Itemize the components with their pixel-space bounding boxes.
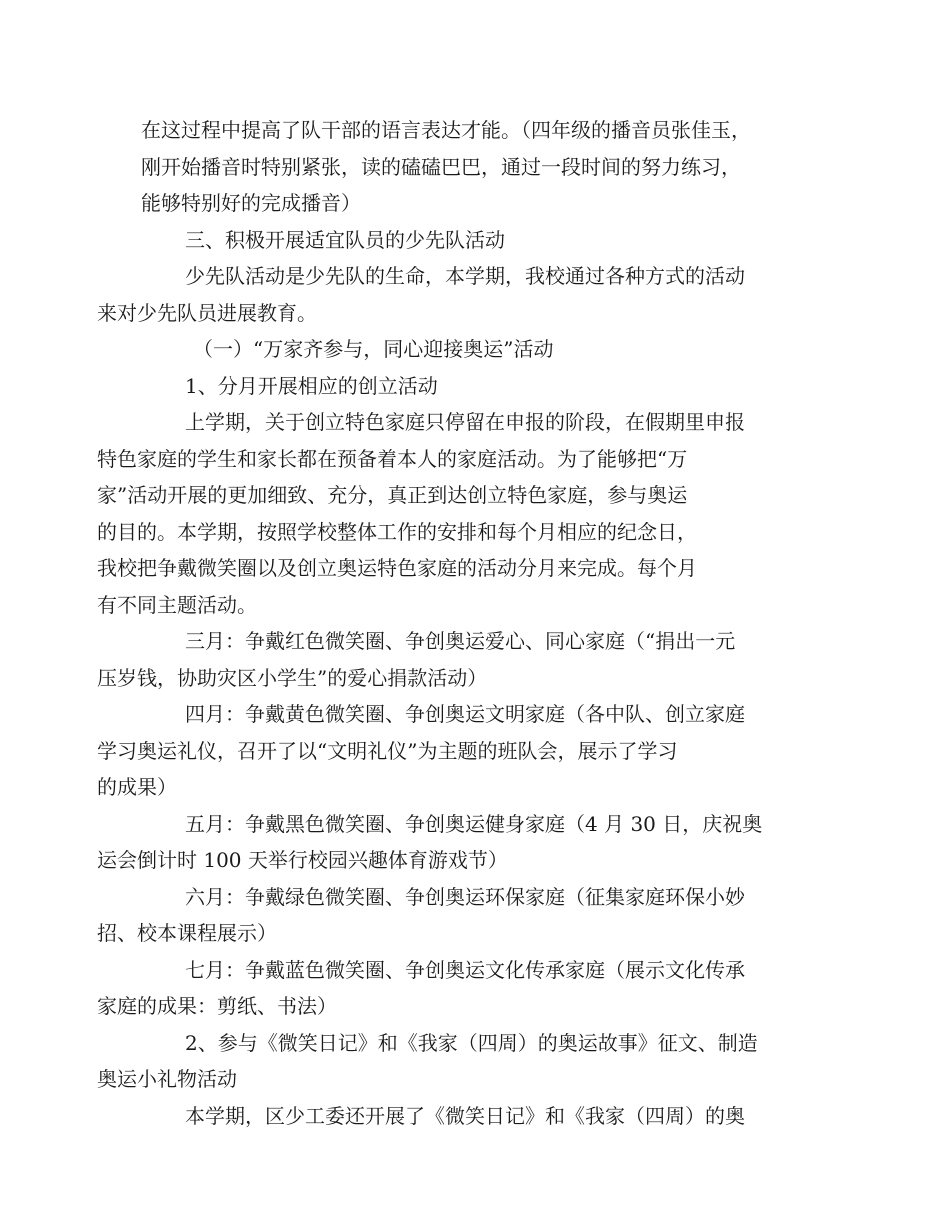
text-line: 上学期，关于创立特色家庭只停留在申报的阶段，在假期里申报 (185, 410, 745, 434)
paragraph-4 (141, 1098, 813, 1135)
text-line: 来对少先队员进展教育。 (97, 300, 317, 325)
text-line: 四月：争戴黄色微笑圈、争创奥运文明家庭（各中队、创立家庭 (185, 702, 745, 726)
subsection-heading-1 (141, 331, 813, 368)
text-line: 七月：争戴蓝色微笑圈、争创奥运文化传承家庭（展示文化传承 (185, 957, 745, 982)
text-line: 特色家庭的学生和家长都在预备着本人的家庭活动。为了能够把“万 (97, 446, 688, 471)
item-heading-1 (141, 368, 813, 405)
text-line: 的目的。本学期，按照学校整体工作的安排和每个月相应的纪念日， (97, 519, 697, 544)
text-line: 三月：争戴红色微笑圈、争创奥运爱心、同心家庭（“捐出一元 (185, 629, 736, 653)
paragraph-2 (97, 258, 813, 331)
text-line: （一）“万家齐参与，同心迎接奥运”活动 (193, 337, 554, 361)
text-line: 刚开始播音时特别紧张，读的磕磕巴巴，通过一段时间的努力练习， (141, 154, 741, 179)
text-line: 在这过程中提高了队干部的语言表达才能。（四年级的播音员张佳玉， (141, 118, 751, 142)
text-line: 的成果） (97, 775, 177, 799)
text-line: 1、分月开展相应的创立活动 (185, 373, 438, 398)
text-line: 家”活动开展的更加细致、充分，真正到达创立特色家庭，参与奥运 (97, 483, 688, 507)
text-line: 招、校本课程展示） (97, 921, 277, 945)
month-item-june (97, 879, 813, 952)
text-line: 少先队活动是少先队的生命，本学期，我校通过各种方式的活动 (185, 264, 745, 288)
text-line: 2、参与《微笑日记》和《我家（四周）的奥运故事》征文、制造 (185, 1030, 758, 1055)
month-item-may (97, 806, 813, 879)
paragraph-1 (141, 112, 813, 222)
text-line: 五月：争戴黑色微笑圈、争创奥运健身家庭（4 月 30 日，庆祝奥 (185, 811, 763, 836)
text-line: 压岁钱，协助灾区小学生”的爱心捐款活动） (97, 665, 488, 690)
paragraph-3 (97, 404, 813, 623)
document-body (97, 112, 813, 1134)
month-item-april (97, 696, 813, 806)
text-line: 三、积极开展适宜队员的少先队活动 (185, 227, 505, 252)
month-item-march (97, 623, 813, 696)
month-item-july (97, 952, 813, 1025)
text-line: 六月：争戴绿色微笑圈、争创奥运环保家庭（征集家庭环保小妙 (185, 884, 745, 909)
text-line: 学习奥运礼仪，召开了以“文明礼仪”为主题的班队会，展示了学习 (97, 738, 678, 763)
text-line: 能够特别好的完成播音） (141, 191, 361, 215)
item-heading-2 (97, 1025, 813, 1098)
text-line: 有不同主题活动。 (97, 592, 257, 617)
text-line: 运会倒计时 100 天举行校园兴趣体育游戏节） (97, 848, 508, 872)
text-line: 本学期，区少工委还开展了《微笑日记》和《我家（四周）的奥 (185, 1103, 745, 1128)
section-heading-3 (141, 222, 813, 259)
text-line: 奥运小礼物活动 (97, 1067, 237, 1091)
text-line: 我校把争戴微笑圈以及创立奥运特色家庭的活动分月来完成。每个月 (97, 556, 697, 580)
text-line: 家庭的成果：剪纸、书法） (97, 994, 337, 1018)
